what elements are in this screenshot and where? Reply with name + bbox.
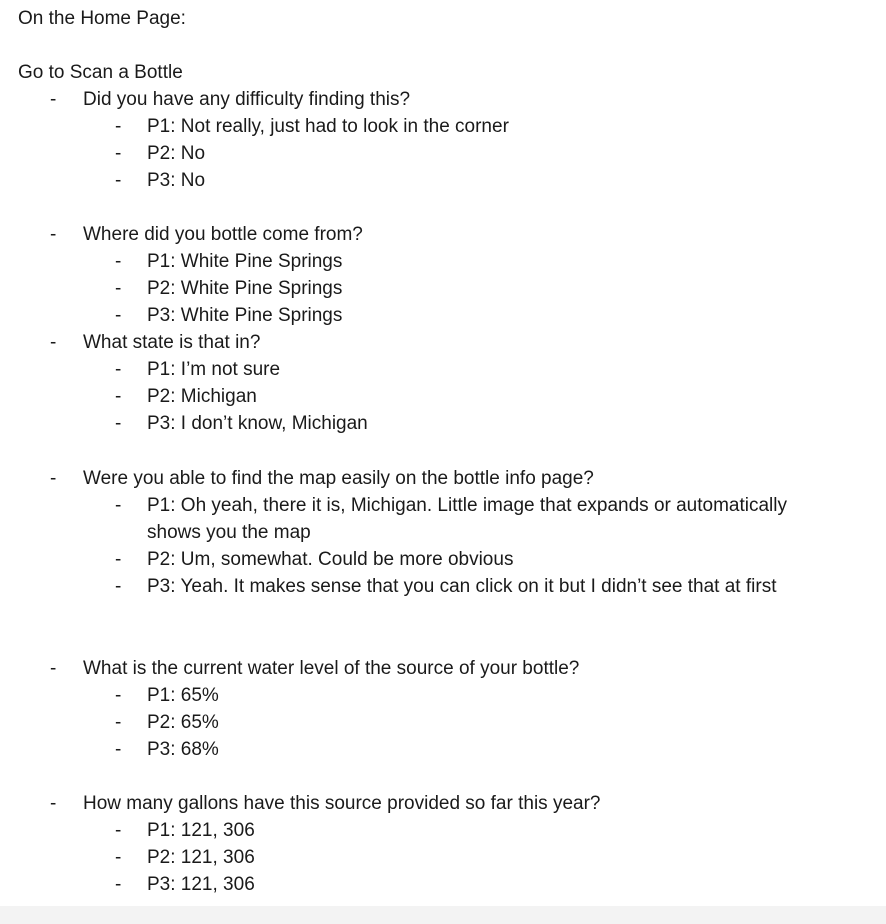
bullet-dash: - (115, 413, 122, 434)
bullet-dash: - (115, 278, 122, 299)
bullet-dash: - (115, 685, 122, 706)
answer-3-p3: P3: I don’t know, Michigan (147, 413, 368, 434)
bullet-dash: - (115, 305, 122, 326)
page-bottom-edge (0, 906, 886, 924)
bullet-dash: - (115, 170, 122, 191)
bullet-dash: - (115, 820, 122, 841)
answer-1-p1: P1: Not really, just had to look in the corner (147, 116, 509, 137)
bullet-dash: - (115, 712, 122, 733)
bullet-dash: - (50, 224, 57, 245)
question-4: Were you able to find the map easily on the bottle info page? (83, 468, 594, 489)
answer-1-p2: P2: No (147, 143, 206, 164)
answer-4-p3: P3: Yeah. It makes sense that you can click on it but I didn’t see that at first (147, 576, 777, 597)
bullet-dash: - (115, 576, 122, 597)
bullet-dash: - (50, 332, 57, 353)
answer-4-p1: P1: Oh yeah, there it is, Michigan. Little image that expands or automatically (147, 495, 787, 516)
bullet-dash: - (50, 658, 57, 679)
bullet-dash: - (115, 739, 122, 760)
question-2: Where did you bottle come from? (83, 224, 363, 245)
bullet-dash: - (115, 549, 122, 570)
answer-3-p1: P1: I’m not sure (147, 359, 281, 380)
answer-1-p3: P3: No (147, 170, 206, 191)
bullet-dash: - (50, 793, 57, 814)
bullet-dash: - (115, 847, 122, 868)
answer-4-p2: P2: Um, somewhat. Could be more obvious (147, 549, 514, 570)
bullet-dash: - (50, 89, 57, 110)
page-title: On the Home Page: (18, 8, 186, 29)
answer-2-p1: P1: White Pine Springs (147, 251, 343, 272)
answer-6-p2: P2: 121, 306 (147, 847, 255, 868)
answer-3-p2: P2: Michigan (147, 386, 257, 407)
answer-4-p1-continued: shows you the map (147, 522, 311, 543)
answer-2-p2: P2: White Pine Springs (147, 278, 343, 299)
question-5: What is the current water level of the source of your bottle? (83, 658, 580, 679)
answer-6-p3: P3: 121, 306 (147, 874, 255, 895)
section-heading: Go to Scan a Bottle (18, 62, 183, 83)
bullet-dash: - (115, 874, 122, 895)
bullet-dash: - (115, 359, 122, 380)
bullet-dash: - (50, 468, 57, 489)
answer-5-p1: P1: 65% (147, 685, 219, 706)
answer-5-p2: P2: 65% (147, 712, 219, 733)
bullet-dash: - (115, 495, 122, 516)
bullet-dash: - (115, 251, 122, 272)
question-6: How many gallons have this source provided so far this year? (83, 793, 601, 814)
bullet-dash: - (115, 143, 122, 164)
answer-6-p1: P1: 121, 306 (147, 820, 255, 841)
bullet-dash: - (115, 386, 122, 407)
bullet-dash: - (115, 116, 122, 137)
question-1: Did you have any difficulty finding this? (83, 89, 411, 110)
answer-2-p3: P3: White Pine Springs (147, 305, 343, 326)
question-3: What state is that in? (83, 332, 261, 353)
answer-5-p3: P3: 68% (147, 739, 219, 760)
